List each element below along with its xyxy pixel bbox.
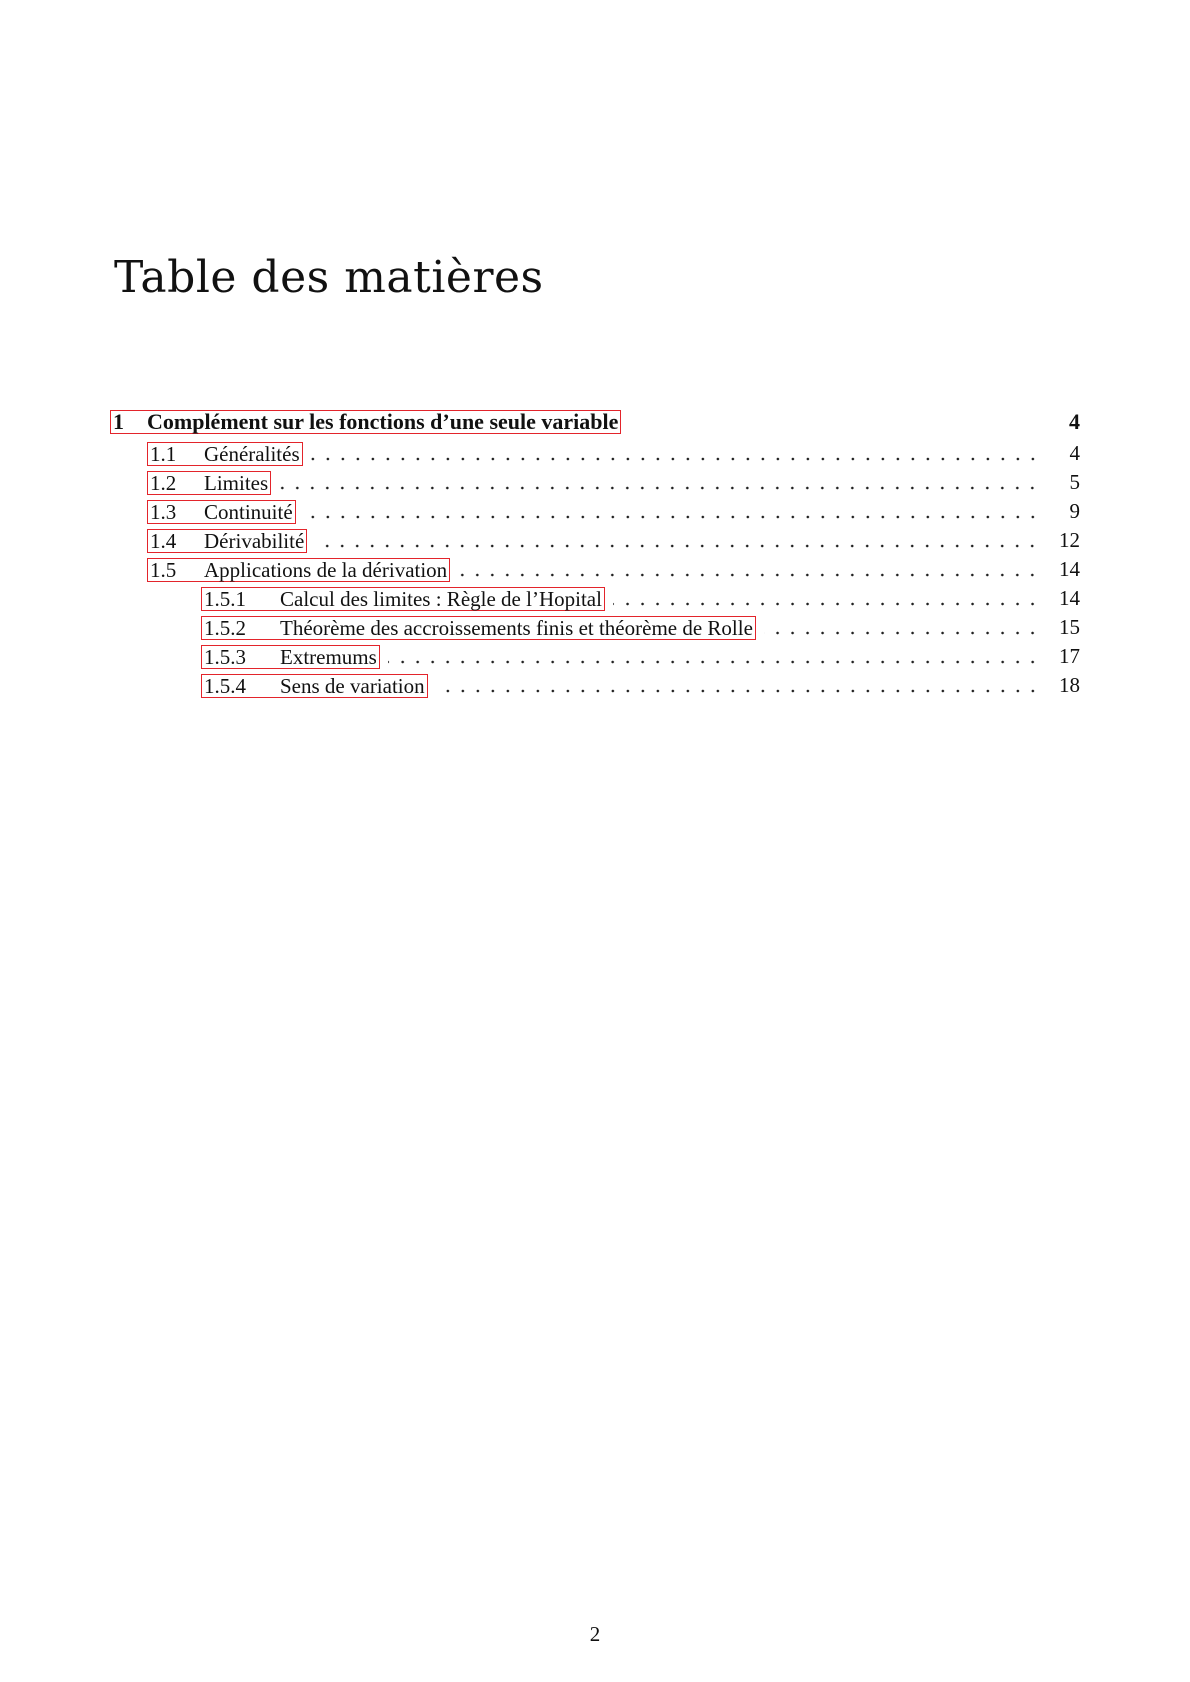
- toc-entry-label: Applications de la dérivation: [204, 557, 448, 582]
- toc-entry-label: Sens de variation: [280, 673, 425, 698]
- toc-entry-label: Théorème des accroissements finis et théorème de Rolle: [280, 615, 753, 640]
- toc-link[interactable]: [147, 500, 296, 524]
- table-of-contents: [110, 405, 1080, 700]
- dot-leader: [311, 439, 1040, 468]
- dot-leader: [458, 555, 1040, 584]
- toc-entry-page: 18: [1059, 673, 1080, 697]
- dot-leader: [279, 468, 1040, 497]
- toc-entry-page: 5: [1069, 470, 1080, 494]
- toc-entry-page: 12: [1059, 528, 1080, 552]
- toc-entry-number: 1.3: [150, 499, 177, 524]
- toc-entry-section-1-5: [110, 555, 1080, 584]
- toc-entry-subsection-1-5-3: [110, 642, 1080, 671]
- toc-link[interactable]: [201, 616, 756, 640]
- toc-entry-page: 14: [1059, 557, 1080, 581]
- toc-entry-number: 1: [113, 409, 124, 434]
- toc-entry-label: Extremums: [280, 644, 377, 669]
- toc-link[interactable]: [201, 587, 605, 611]
- toc-entry-subsection-1-5-4: [110, 671, 1080, 700]
- toc-entry-page: 14: [1059, 586, 1080, 610]
- toc-entry-label: Complément sur les fonctions d’une seule variable: [147, 409, 619, 434]
- toc-link[interactable]: [110, 410, 621, 434]
- toc-entry-subsection-1-5-1: [110, 584, 1080, 613]
- toc-link[interactable]: [147, 471, 271, 495]
- dot-leader: [613, 584, 1040, 613]
- toc-entry-number: 1.5.4: [204, 673, 246, 698]
- toc-link[interactable]: [201, 645, 380, 669]
- dot-leader: [388, 642, 1040, 671]
- toc-entry-page: 4: [1069, 409, 1080, 434]
- page-number: 2: [589, 1622, 601, 1646]
- toc-entry-number: 1.5.1: [204, 586, 246, 611]
- toc-link[interactable]: [147, 558, 450, 582]
- dot-leader: [304, 497, 1040, 526]
- toc-entry-section-1-4: [110, 526, 1080, 555]
- toc-entry-number: 1.5.2: [204, 615, 246, 640]
- dot-leader: [764, 613, 1040, 642]
- toc-entry-subsection-1-5-2: [110, 613, 1080, 642]
- toc-entry-section-1-3: [110, 497, 1080, 526]
- toc-entry-label: Limites: [204, 470, 269, 495]
- toc-entry-section-1-2: [110, 468, 1080, 497]
- toc-entry-number: 1.1: [150, 441, 177, 466]
- toc-entry-number: 1.5: [150, 557, 177, 582]
- toc-entry-page: 4: [1069, 441, 1080, 465]
- toc-entry-label: Généralités: [204, 441, 300, 466]
- dot-leader: [436, 671, 1040, 700]
- toc-entry-page: 15: [1059, 615, 1080, 639]
- toc-entry-label: Dérivabilité: [204, 528, 305, 553]
- toc-entry-number: 1.2: [150, 470, 177, 495]
- toc-entry-section-1-1: [110, 439, 1080, 468]
- page-title: Table des matières: [114, 252, 544, 303]
- toc-entry-number: 1.5.3: [204, 644, 246, 669]
- toc-entry-page: 9: [1069, 499, 1080, 523]
- toc-entry-chapter-1: [110, 405, 1080, 439]
- toc-entry-number: 1.4: [150, 528, 177, 553]
- toc-entry-page: 17: [1059, 644, 1080, 668]
- dot-leader: [315, 526, 1040, 555]
- toc-link[interactable]: [147, 442, 303, 466]
- toc-link[interactable]: [201, 674, 428, 698]
- toc-entry-label: Continuité: [204, 499, 293, 524]
- toc-link[interactable]: [147, 529, 307, 553]
- toc-entry-label: Calcul des limites : Règle de l’Hopital: [280, 586, 602, 611]
